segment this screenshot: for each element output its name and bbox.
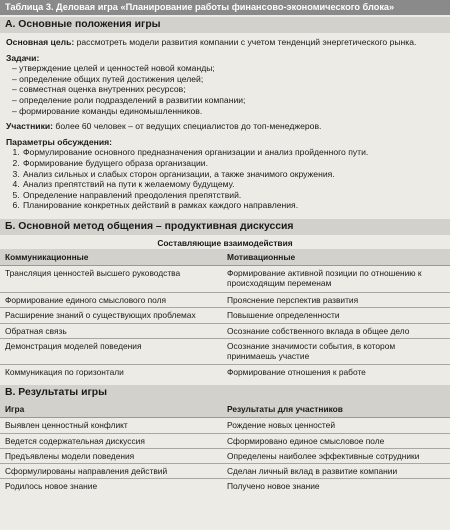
tasks-label: Задачи: [6,52,40,63]
table-cell: Сделан личный вклад в развитие компании [222,464,450,479]
task-item: – определение роли подразделений в развитии компании; [12,95,444,106]
table-cell: Демонстрация моделей поведения [0,338,222,364]
goal-text: рассмотреть модели развития компании с учетом тенденций энергетического рынка. [76,37,417,47]
spacer [0,379,450,383]
table-cell: Трансляция ценностей высшего руководства [0,266,222,293]
param-item: 2. Формирование будущего образа организации. [22,158,444,169]
task-item: – совместная оценка внутренних ресурсов; [12,84,444,95]
param-item: 1. Формулирование основного предназначения организации и анализ пройденного пути. [22,147,444,158]
table-cell: Повышение определенности [222,308,450,323]
table-cell: Формирование отношения к работе [227,366,366,377]
table-row [0,323,450,338]
tasks-block [6,53,444,64]
table-cell: Осознание значимости события, в котором принимаешь участие [222,338,450,364]
table-cell: Получено новое знание [227,481,320,492]
param-item: 3. Анализ сильных и слабых сторон организации, а также значимого окружения. [22,169,444,180]
params-block [6,137,444,148]
table-cell: Прояснение перспектив развития [222,293,450,308]
section-c-heading: В. Результаты игры [0,385,450,401]
section-a-body [0,33,450,217]
tasks-list [6,63,444,116]
section-b-subheading: Составляющие взаимодействия [157,237,293,248]
table-row [0,433,450,448]
table-row [0,364,450,379]
table-cell: Сформулированы направления действий [0,464,222,479]
params-label: Параметры обсуждения: [6,136,112,147]
table-cell: Сформировано единое смысловое поле [222,433,450,448]
task-item: – утверждение целей и ценностей новой команды; [12,63,444,74]
table-row [0,418,450,433]
column-header: Коммуникационные [0,249,222,266]
params-list [6,147,444,211]
table-cell: Предъявлены модели поведения [0,448,222,463]
table-header-row [0,249,450,266]
results-table [0,401,450,494]
task-item: – определение общих путей достижения целей; [12,74,444,85]
table-row [0,448,450,463]
column-header: Мотивационные [222,249,450,266]
section-b-heading: Б. Основной метод общения – продуктивная дискуссия [0,219,450,235]
table-row [0,266,450,293]
table-row [0,479,450,494]
participants-paragraph [6,121,444,132]
column-header: Игра [0,401,222,418]
table-row [0,293,450,308]
table-title: Таблица 3. Деловая игра «Планирование работы финансово-экономического блока» [0,0,450,15]
table-cell: Обратная связь [0,323,222,338]
table-cell: Расширение знаний о существующих проблемах [0,308,222,323]
table-cell: Определены наиболее эффективные сотрудники [222,448,450,463]
table-cell: Осознание собственного вклада в общее дело [222,323,450,338]
param-item: 4. Анализ препятствий на пути к желаемому будущему. [22,179,444,190]
table-cell: Выявлен ценностный конфликт [0,418,222,433]
participants-text: более 60 человек – от ведущих специалистов до топ-менеджеров. [55,121,322,132]
goal-paragraph [6,37,444,48]
interaction-table [0,249,450,379]
table-cell: Родилось новое знание [5,481,98,492]
participants-label: Участники: [6,121,54,132]
param-item: 5. Определение направлений преодоления препятствий. [22,190,444,201]
section-a-heading: А. Основные положения игры [0,17,450,33]
table-row [0,308,450,323]
table-cell: Формирование активной позиции по отношению к происходящим переменам [222,266,450,293]
table-cell: Формирование единого смыслового поля [0,293,222,308]
table-row [0,464,450,479]
table-header-row [0,401,450,418]
table-cell: Коммуникация по горизонтали [5,366,124,377]
table-row [0,338,450,364]
table-cell: Рождение новых ценностей [222,418,450,433]
task-item: – формирование команды единомышленников. [12,106,444,117]
goal-label: Основная цель: [6,37,75,47]
param-item: 6. Планирование конкретных действий в рамках каждого направления. [22,200,444,211]
column-header: Результаты для участников [222,401,450,418]
table-cell: Ведется содержательная дискуссия [0,433,222,448]
